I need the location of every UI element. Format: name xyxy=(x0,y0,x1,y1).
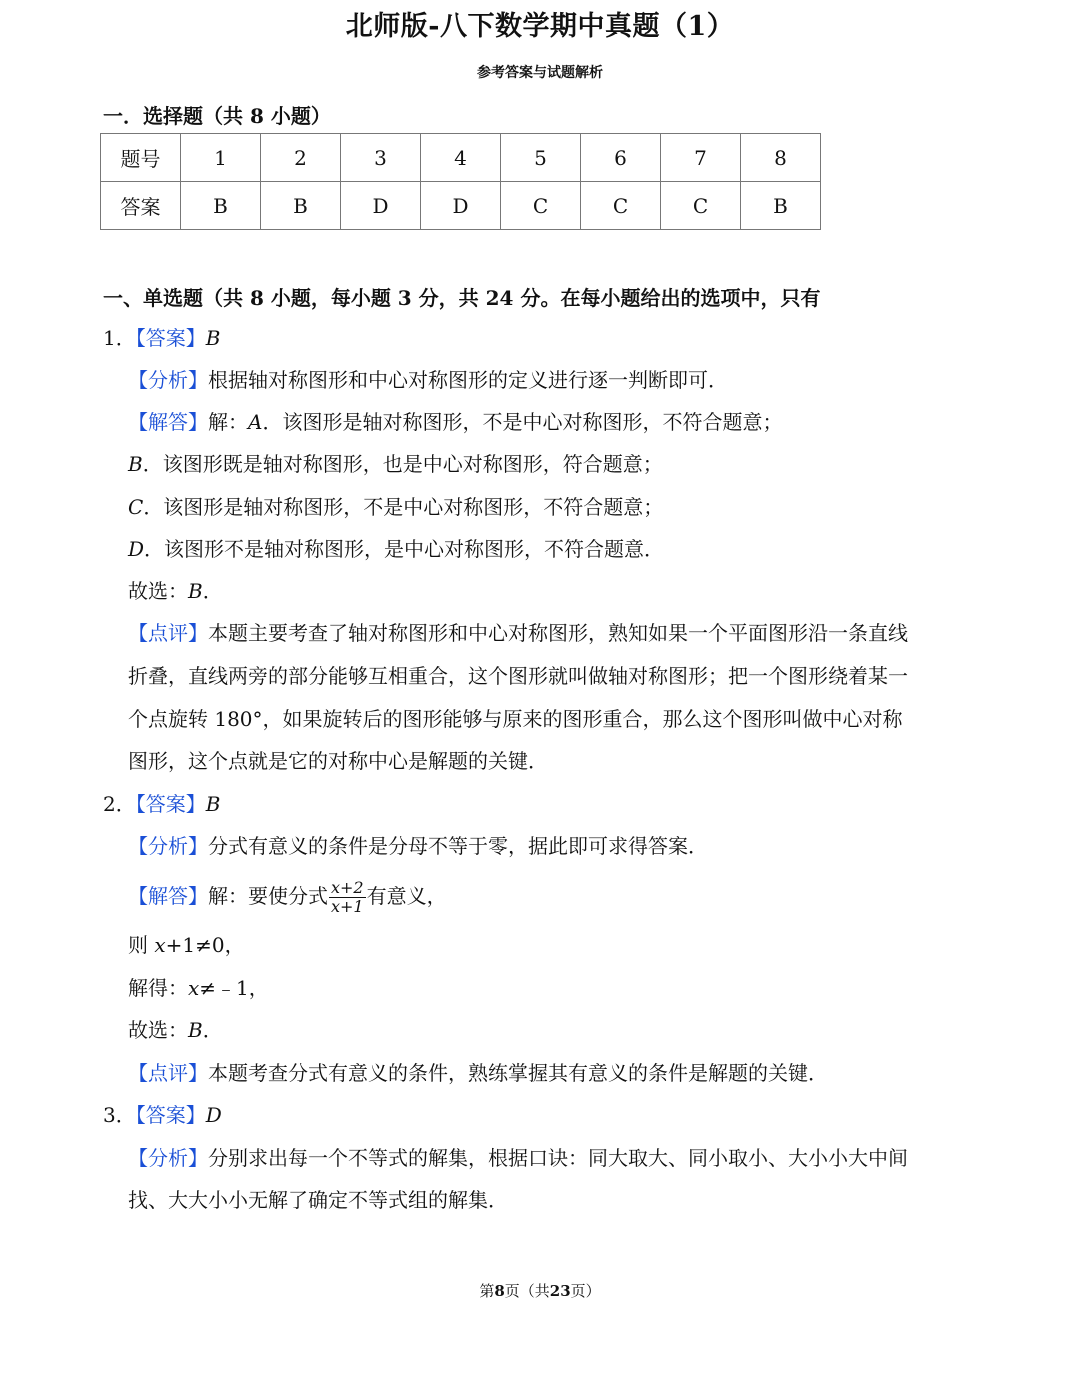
answer-tag: 【答案】 xyxy=(135,1103,206,1127)
q3-analysis-1: 分别求出每一个不等式的解集，根据口诀：同大取大、同小取小、大小小大中间 xyxy=(208,1146,908,1170)
solution-tag: 【解答】 xyxy=(128,884,208,908)
q1-option-d-line xyxy=(128,536,664,562)
page-subtitle: 参考答案与试题解析 xyxy=(477,65,603,81)
q1-analysis-line xyxy=(128,367,728,393)
q2-solution-suffix: 有意义， xyxy=(366,884,447,908)
table-cell-number: 8 xyxy=(741,134,821,182)
q1-option-d-letter: D xyxy=(128,537,145,561)
q1-option-d-text: ．该图形不是轴对称图形，是中心对称图形，不符合题意． xyxy=(144,537,665,561)
q2-solve-line xyxy=(128,975,269,1001)
fraction xyxy=(329,879,366,916)
table-cell-number: 3 xyxy=(341,134,421,182)
footer-prefix: 第 xyxy=(479,1282,495,1300)
q1-option-b-line xyxy=(128,451,663,477)
q1-choose-line xyxy=(128,578,223,604)
section-heading-choice: 一．选择题（共 8 小题） xyxy=(103,104,331,128)
q2-choose-line xyxy=(128,1017,223,1043)
q2-solve-rest: ≠﹣1， xyxy=(199,976,269,1000)
table-cell-number: 5 xyxy=(501,134,581,182)
q2-solution-prefix: 解：要使分式 xyxy=(208,884,328,908)
fraction-denominator: x+1 xyxy=(331,897,364,916)
q1-comment-1: 本题主要考查了轴对称图形和中心对称图形，熟知如果一个平面图形沿一条直线 xyxy=(208,621,908,645)
q1-option-b-text: ．该图形既是轴对称图形，也是中心对称图形，符合题意； xyxy=(142,452,663,476)
q1-option-b-letter: B xyxy=(128,452,143,476)
fraction-numerator: x+2 xyxy=(331,878,364,897)
q1-answer: B xyxy=(205,326,221,350)
table-cell-answer: B xyxy=(181,182,261,230)
q1-solution-line xyxy=(128,409,782,435)
q2-analysis: 分式有意义的条件是分母不等于零，据此即可求得答案． xyxy=(208,834,708,858)
table-cell-answer: B xyxy=(741,182,821,230)
table-cell-number: 7 xyxy=(661,134,741,182)
q3-answer-line xyxy=(103,1102,222,1128)
analysis-tag: 【分析】 xyxy=(128,834,208,858)
table-cell-answer: D xyxy=(421,182,501,230)
q3-number: 3． xyxy=(103,1103,136,1127)
q2-then-line xyxy=(128,932,245,958)
footer-middle: 页（共 xyxy=(504,1282,550,1300)
q2-number: 2． xyxy=(103,792,136,816)
q2-then-prefix: 则 xyxy=(128,933,155,957)
q2-analysis-line xyxy=(128,833,708,859)
table-cell-answer: B xyxy=(261,182,341,230)
table-cell-label: 题号 xyxy=(101,134,181,182)
q1-choose-end: ． xyxy=(202,579,223,603)
table-cell-answer: C xyxy=(581,182,661,230)
answer-tag: 【答案】 xyxy=(135,326,206,350)
q2-comment: 本题考查分式有意义的条件，熟练掌握其有意义的条件是解题的关键． xyxy=(208,1061,828,1085)
answer-table-row-numbers xyxy=(101,134,821,182)
q1-option-a-letter: A xyxy=(248,410,263,434)
footer-page-number: 8 xyxy=(494,1282,505,1300)
answer-table xyxy=(100,133,821,230)
q2-comment-line xyxy=(128,1060,828,1086)
analysis-tag: 【分析】 xyxy=(128,368,208,392)
answer-tag: 【答案】 xyxy=(135,792,206,816)
q1-choose-prefix: 故选： xyxy=(128,579,188,603)
q1-comment-line-3: 个点旋转 180°，如果旋转后的图形能够与原来的图形重合，那么这个图形叫做中心对称 xyxy=(128,707,903,731)
answer-table-row-answers xyxy=(101,182,821,230)
table-cell-label: 答案 xyxy=(101,182,181,230)
page-footer xyxy=(0,1280,1080,1301)
q2-solution-line xyxy=(128,876,447,916)
analysis-tag: 【分析】 xyxy=(128,1146,208,1170)
table-cell-number: 2 xyxy=(261,134,341,182)
q1-solution-prefix: 解： xyxy=(208,410,248,434)
footer-total-pages: 23 xyxy=(549,1282,571,1300)
q1-option-a-text: ．该图形是轴对称图形，不是中心对称图形，不符合题意； xyxy=(262,410,783,434)
q2-choose-end: ． xyxy=(202,1018,223,1042)
q2-choose-prefix: 故选： xyxy=(128,1018,188,1042)
q2-solve-prefix: 解得： xyxy=(128,976,188,1000)
solution-tag: 【解答】 xyxy=(128,410,208,434)
q3-analysis-line xyxy=(128,1145,908,1171)
q1-answer-line xyxy=(103,325,220,351)
table-cell-answer: D xyxy=(341,182,421,230)
q2-answer: B xyxy=(205,792,221,816)
q1-comment-line xyxy=(128,620,908,646)
q2-solve-var: x xyxy=(188,976,200,1000)
section-heading-single-choice: 一、单选题（共 8 小题，每小题 3 分，共 24 分。在每小题给出的选项中，只有 xyxy=(103,286,821,310)
table-cell-number: 4 xyxy=(421,134,501,182)
q1-option-c-text: ．该图形是轴对称图形，不是中心对称图形，不符合题意； xyxy=(143,495,664,519)
q2-then-rest: +1≠0， xyxy=(165,933,245,957)
q1-comment-line-2: 折叠，直线两旁的部分能够互相重合，这个图形就叫做轴对称图形；把一个图形绕着某一 xyxy=(128,664,908,688)
q1-choose-letter: B xyxy=(188,579,203,603)
footer-suffix: 页） xyxy=(570,1282,601,1300)
q1-option-c-letter: C xyxy=(128,495,144,519)
table-cell-number: 6 xyxy=(581,134,661,182)
q1-option-c-line xyxy=(128,494,663,520)
page-title: 北师版-八下数学期中真题（1） xyxy=(345,11,735,42)
table-cell-answer: C xyxy=(661,182,741,230)
comment-tag: 【点评】 xyxy=(128,1061,208,1085)
comment-tag: 【点评】 xyxy=(128,621,208,645)
q1-analysis: 根据轴对称图形和中心对称图形的定义进行逐一判断即可． xyxy=(208,368,728,392)
q2-then-var: x xyxy=(154,933,166,957)
q1-number: 1． xyxy=(103,326,136,350)
q2-answer-line xyxy=(103,791,220,817)
q1-comment-line-4: 图形，这个点就是它的对称中心是解题的关键． xyxy=(128,749,548,773)
q3-answer: D xyxy=(205,1103,222,1127)
q2-choose-letter: B xyxy=(188,1018,203,1042)
table-cell-number: 1 xyxy=(181,134,261,182)
table-cell-answer: C xyxy=(501,182,581,230)
q3-analysis-line-2: 找、大大小小无解了确定不等式组的解集． xyxy=(128,1188,508,1212)
